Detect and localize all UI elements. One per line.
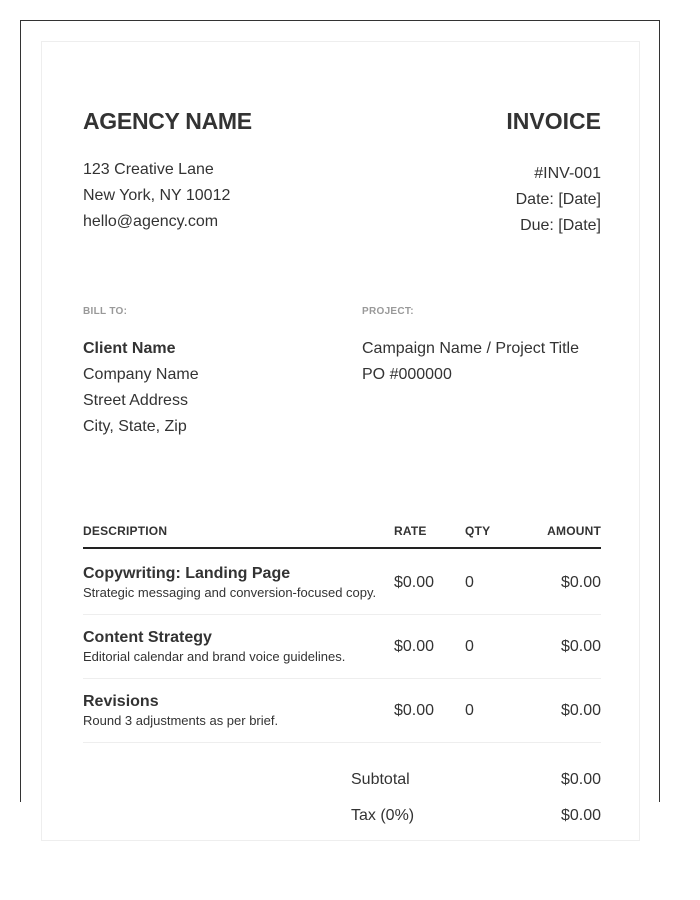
header-amount: AMOUNT (547, 524, 601, 538)
agency-name: AGENCY NAME (83, 108, 252, 134)
item-qty: 0 (465, 702, 474, 719)
bill-to-label: BILL TO: (83, 306, 128, 317)
header-qty: QTY (465, 524, 491, 538)
item-qty: 0 (465, 574, 474, 591)
project-name: Campaign Name / Project Title (362, 340, 579, 357)
item-qty: 0 (465, 638, 474, 655)
agency-address (83, 157, 230, 235)
tax-value: $0.00 (560, 807, 601, 824)
item-rate: $0.00 (394, 574, 435, 591)
bill-to-block (83, 336, 199, 440)
item-description: Editorial calendar and brand voice guidelines. (83, 649, 346, 664)
project-block (362, 336, 579, 388)
subtotal-label: Subtotal (351, 771, 410, 788)
table-row (83, 679, 601, 743)
line-items-header (83, 504, 601, 549)
project-label: PROJECT: (362, 306, 414, 317)
subtotal-row (351, 771, 601, 807)
table-row (83, 551, 601, 615)
table-row (83, 615, 601, 679)
tax-label: Tax (0%) (351, 807, 415, 824)
item-amount: $0.00 (560, 702, 601, 719)
item-rate: $0.00 (394, 702, 435, 719)
item-description: Strategic messaging and conversion-focused copy. (83, 585, 377, 600)
project-po: PO #000000 (362, 366, 452, 383)
item-description: Round 3 adjustments as per brief. (83, 713, 279, 728)
item-amount: $0.00 (560, 574, 601, 591)
client-company: Company Name (83, 366, 199, 383)
subtotal-value: $0.00 (560, 771, 601, 788)
client-name: Client Name (83, 340, 176, 357)
agency-address-line2: New York, NY 10012 (83, 187, 231, 204)
invoice-sheet (41, 41, 640, 841)
tax-row (351, 807, 601, 843)
invoice-meta (516, 161, 601, 239)
page-frame (20, 20, 660, 824)
item-title: Copywriting: Landing Page (83, 565, 291, 582)
item-amount: $0.00 (560, 638, 601, 655)
item-title: Content Strategy (83, 629, 212, 646)
header-description: DESCRIPTION (83, 524, 168, 538)
agency-address-line1: 123 Creative Lane (83, 161, 214, 178)
invoice-title: INVOICE (506, 108, 601, 134)
client-street: Street Address (83, 392, 188, 409)
header-rate: RATE (394, 524, 427, 538)
invoice-date: Date: [Date] (515, 191, 601, 208)
invoice-number: #INV-001 (534, 165, 601, 182)
item-title: Revisions (83, 693, 159, 710)
invoice-due-date: Due: [Date] (520, 217, 601, 234)
client-city: City, State, Zip (83, 418, 187, 435)
agency-email: hello@agency.com (83, 213, 219, 230)
item-rate: $0.00 (394, 638, 435, 655)
